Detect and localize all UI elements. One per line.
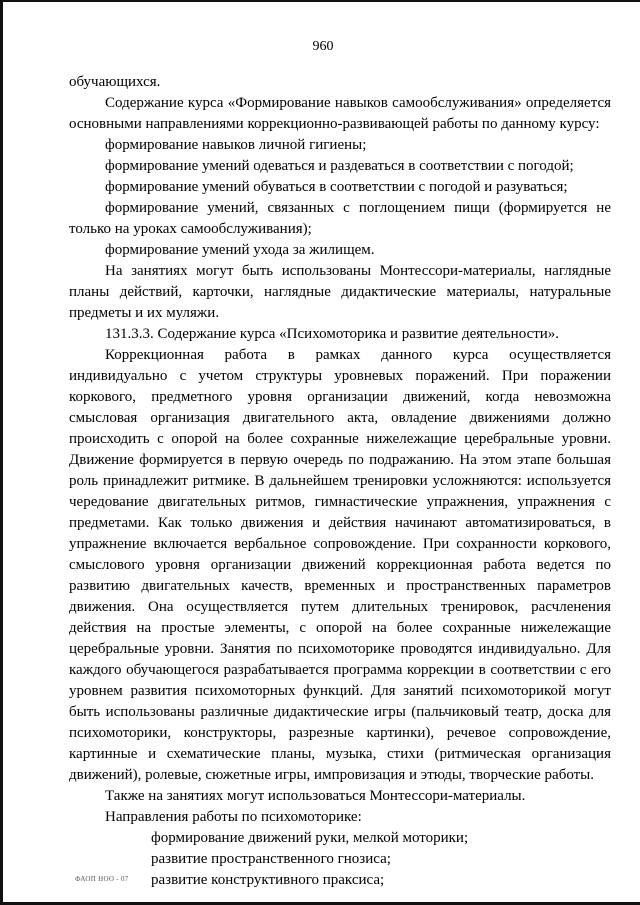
list-item-spatial-gnosis: развитие пространственного гнозиса; (151, 851, 391, 867)
list-item-eating: формирование умений, связанных с поглощением пищи (формируется не только на уроках самообслуживания); (69, 200, 611, 237)
paragraph-materials: На занятиях могут быть использованы Монтессори-материалы, наглядные планы действий, карточки, наглядные дидактические материалы, натуральные предметы и их муляжи. (69, 263, 611, 321)
paragraph-correction-work: Коррекционная работа в рамках данного курса осуществляется индивидуально с учетом структуры уровневых поражений. При поражении коркового, предметного уровня организации движений, когда невозможна смысловая организация двигательного акта, овладение движениями должно происходить с опорой на более сохранные нижележащие церебральные уровни. Движение формируется в первую очередь по подражанию. На этом этапе большая роль принадлежит ритмике. В дальнейшем тренировки усложняются: используется чередование двигательных ритмов, гимнастические упражнения, упражнения с предметами. Как только движения и действия начинают автоматизироваться, в упражнение включается вербальное сопровождение. При сохранности коркового, смыслового уровня организации движений коррекционная работа ведется по развитию двигательных качеств, временных и пространственных параметров движения. Она осуществляется путем длительных тренировок, расчленения действия на простые элементы, с опорой на более сохранные нижележащие церебральные уровни. Занятия по психомоторике проводятся индивидуально. Для каждого обучающегося разрабатывается программа коррекции в соответствии с его уровнем развития психомоторных функций. Для занятий психомоторикой могут быть использованы различные дидактические игры (пальчиковый театр, доска для психомоторики, конструкторы, разрезные картинки), речевое сопровождение, картинные и схематические планы, музыка, стихи (ритмическая организация движений), ролевые, сюжетные игры, импровизация и этюды, творческие работы. (69, 347, 611, 783)
page-number: 960 (312, 39, 334, 54)
paragraph-montessori: Также на занятиях могут использоваться Монтессори-материалы. (105, 788, 526, 804)
section-heading-psychomotor: 131.3.3. Содержание курса «Психомоторика и развитие деятельности». (105, 326, 560, 342)
document-body (69, 72, 611, 891)
list-item-footwear: формирование умений обуваться в соответствии с погодой и разуваться; (105, 179, 568, 195)
list-item-fine-motor: формирование движений руки, мелкой моторики; (151, 830, 469, 846)
list-item-hygiene: формирование навыков личной гигиены; (105, 137, 367, 153)
footer-document-code: ФАОП НОО - 07 (75, 875, 129, 883)
list-item-dressing: формирование умений одеваться и раздеваться в соответствии с погодой; (105, 158, 574, 174)
paragraph-self-care-course-intro: Содержание курса «Формирование навыков самообслуживания» определяется основными направлениями коррекционно-развивающей работы по данному курсу: (69, 95, 611, 132)
list-item-constructive-praxis: развитие конструктивного праксиса; (151, 872, 385, 888)
paragraph-continuation: обучающихся. (69, 74, 161, 90)
list-item-housekeeping: формирование умений ухода за жилищем. (105, 242, 375, 258)
paragraph-directions-heading: Направления работы по психомоторике: (105, 809, 362, 825)
